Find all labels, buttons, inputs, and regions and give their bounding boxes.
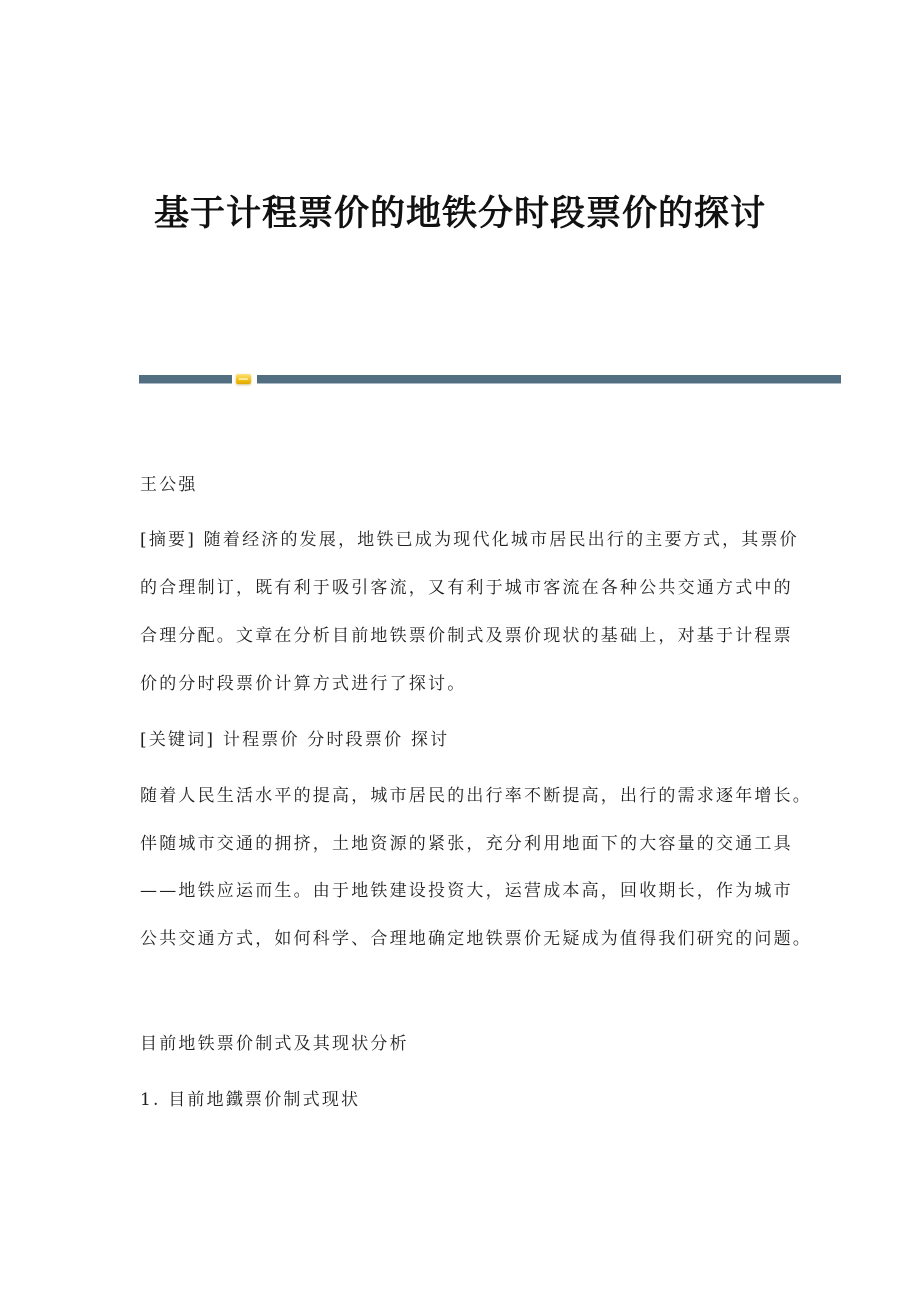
abstract-line: 价的分时段票价计算方式进行了探讨。 bbox=[140, 674, 467, 694]
abstract-line: 的合理制订，既有利于吸引客流，又有利于城市客流在各种公共交通方式中的 bbox=[140, 578, 793, 598]
divider-bar-left bbox=[139, 375, 232, 384]
intro-line: 随着人民生活水平的提高，城市居民的出行率不断提高，出行的需求逐年增长。 bbox=[140, 786, 812, 806]
abstract-line: 合理分配。文章在分析目前地铁票价制式及票价现状的基础上，对基于计程票 bbox=[140, 626, 793, 646]
subsection-heading: 1. 目前地鐵票价制式现状 bbox=[140, 1090, 361, 1110]
title-divider bbox=[139, 374, 841, 384]
author-name: 王公强 bbox=[140, 475, 198, 495]
intro-line: 伴随城市交通的拥挤，土地资源的紧张，充分利用地面下的大容量的交通工具 bbox=[140, 834, 793, 854]
divider-gem-icon bbox=[236, 374, 251, 384]
intro-line: ——地铁应运而生。由于地铁建设投资大，运营成本高，回收期长，作为城市 bbox=[140, 881, 793, 901]
intro-line: 公共交通方式，如何科学、合理地确定地铁票价无疑成为值得我们研究的问题。 bbox=[140, 929, 812, 949]
page-title: 基于计程票价的地铁分时段票价的探讨 bbox=[153, 194, 766, 234]
section-heading: 目前地铁票价制式及其现状分析 bbox=[140, 1034, 409, 1054]
divider-bar-right bbox=[257, 375, 841, 384]
abstract-line: [摘要] 随着经济的发展，地铁已成为现代化城市居民出行的主要方式，其票价 bbox=[140, 530, 799, 550]
keywords-line: [关键词] 计程票价 分时段票价 探讨 bbox=[140, 730, 450, 750]
